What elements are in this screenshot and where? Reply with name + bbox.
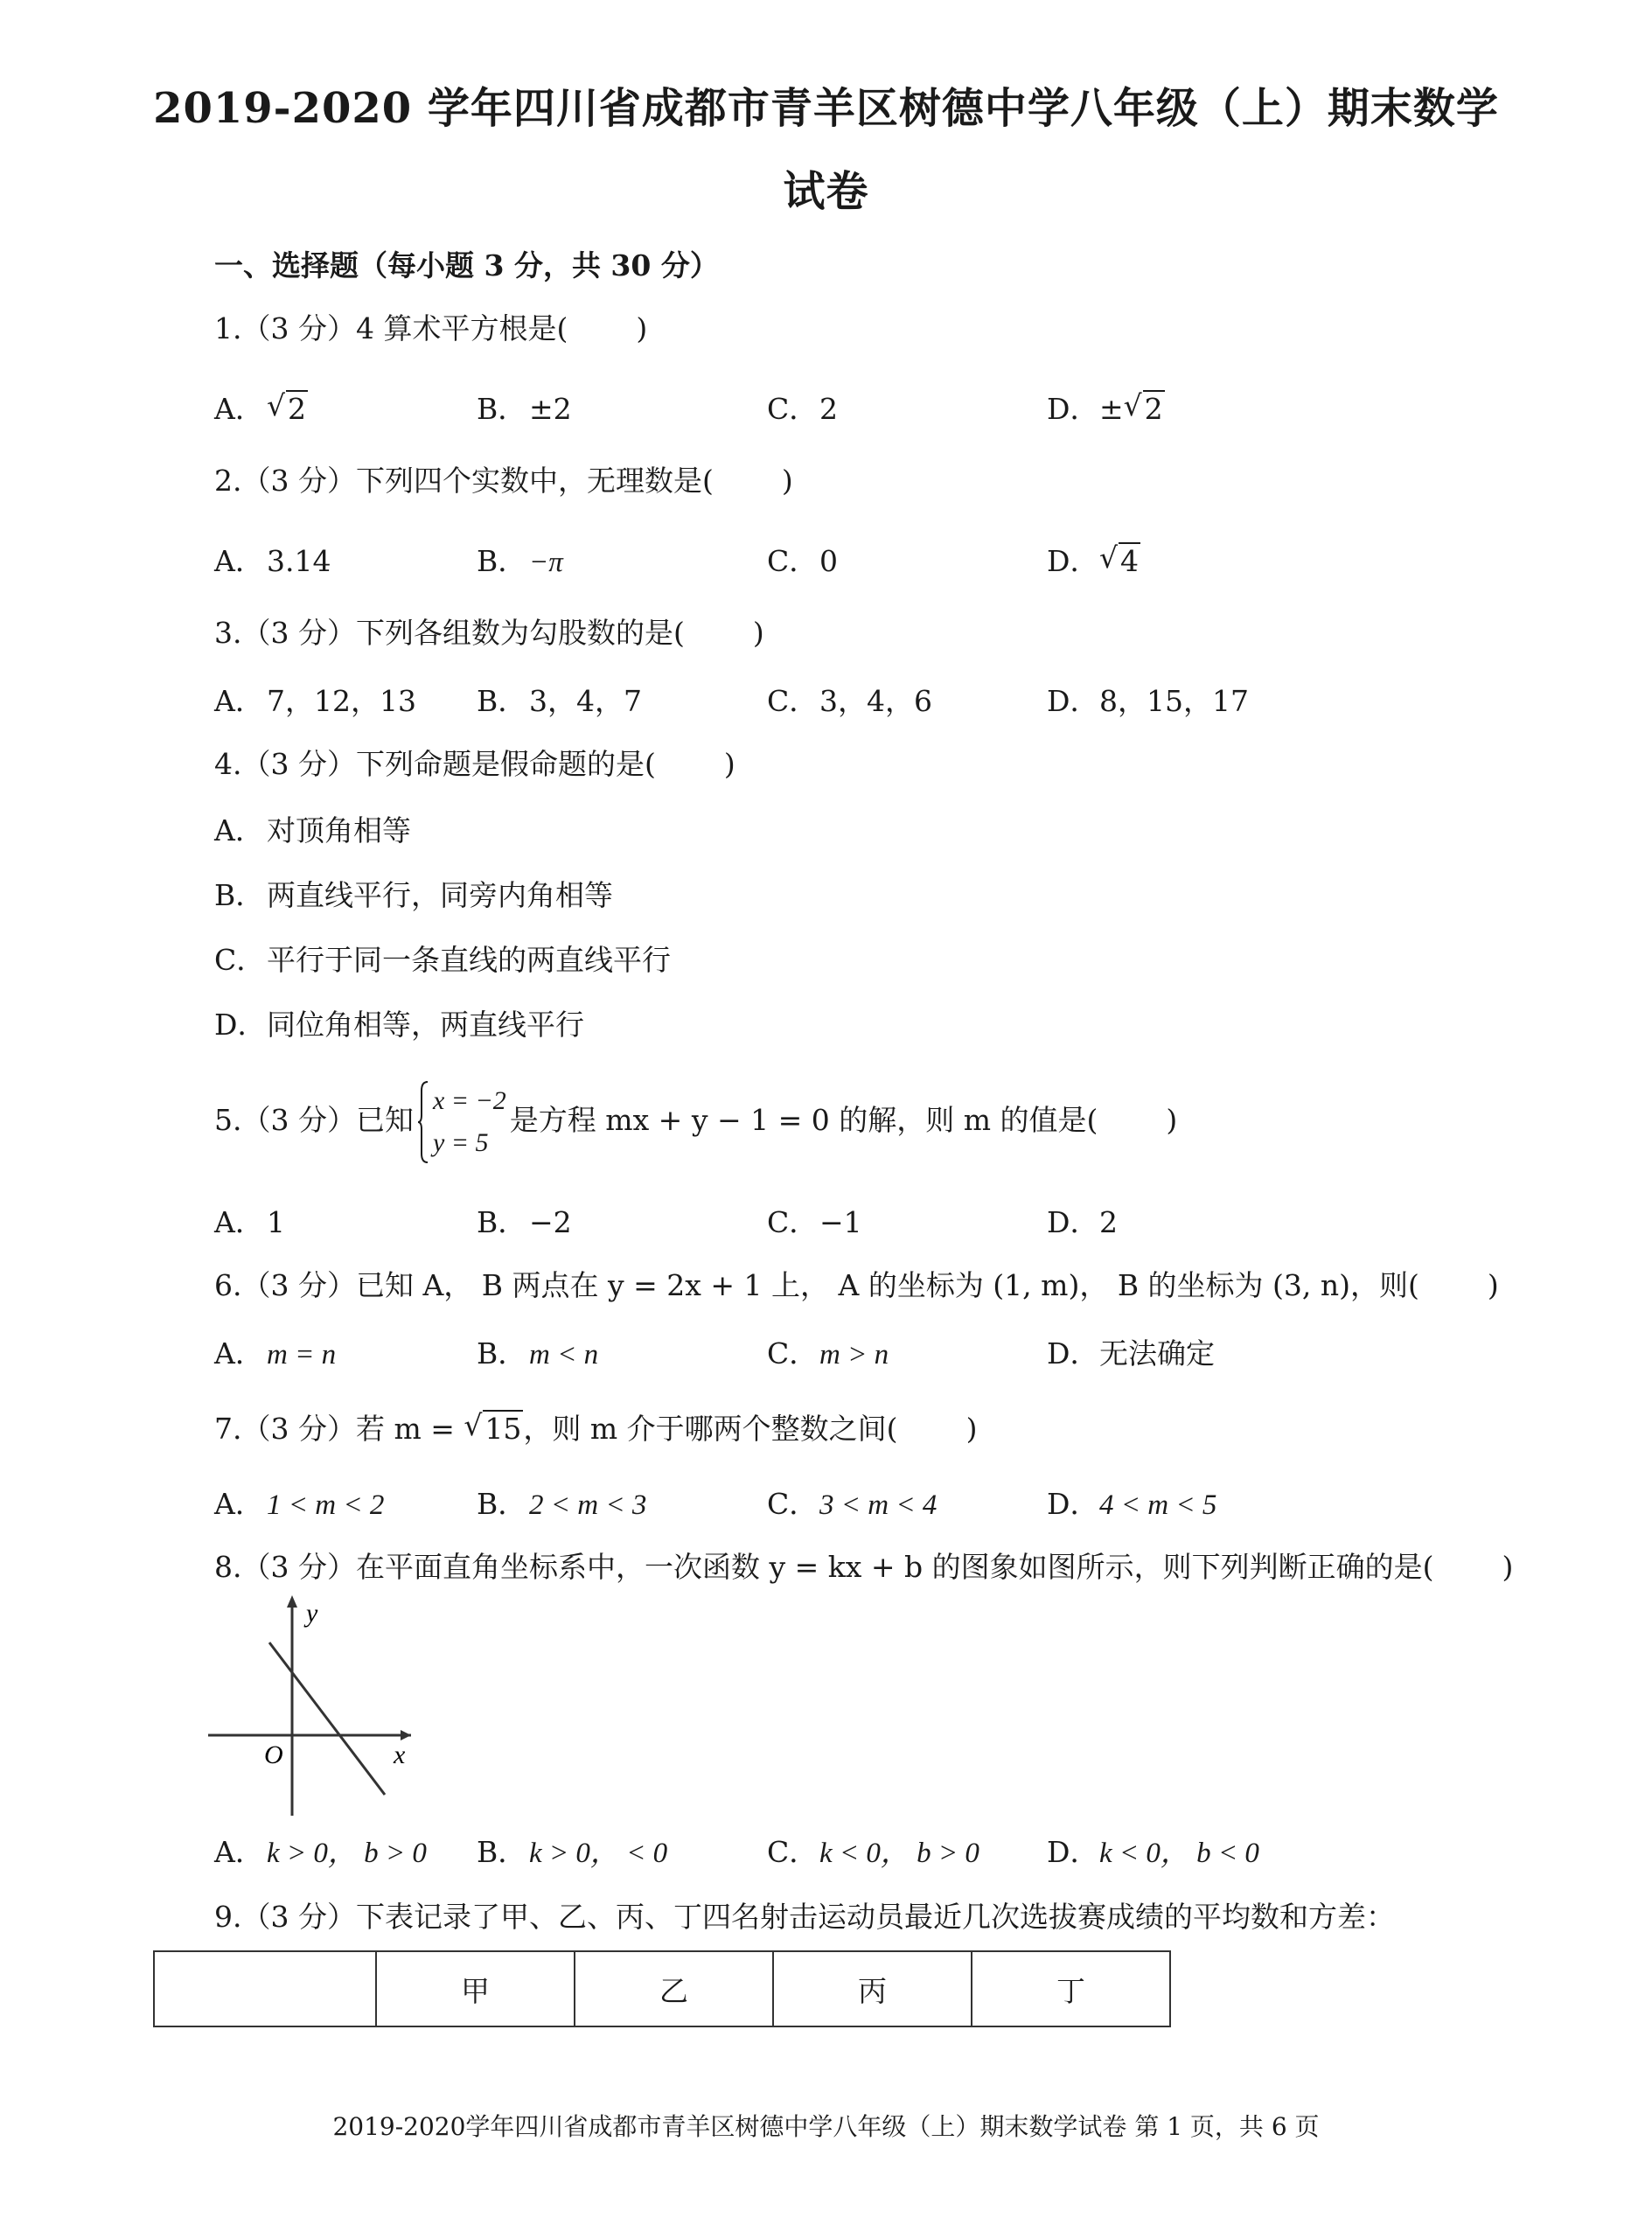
option-b: B．m < n — [477, 1336, 599, 1371]
option-d: D．± √ 2 — [1047, 388, 1163, 426]
option-d: D．无法确定 — [1047, 1336, 1215, 1371]
option-d: D． √ 4 — [1047, 541, 1139, 578]
option-a: A． √ 2 — [214, 388, 306, 426]
option-b: B．±2 — [477, 392, 572, 426]
sqrt-symbol: √ 2 — [267, 388, 306, 426]
question-1-stem: 1.（3 分）4 算术平方根是( ) — [214, 311, 648, 345]
option-b: B．−2 — [477, 1205, 572, 1239]
option-c: C．3，4，6 — [767, 684, 932, 718]
question-4-option-c: C．平行于同一条直线的两直线平行 — [214, 943, 671, 977]
question-3-stem: 3.（3 分）下列各组数为勾股数的是( ) — [214, 616, 764, 650]
option-d: D．k < 0， b < 0 — [1047, 1835, 1259, 1869]
x-axis-label: x — [394, 1740, 406, 1769]
question-8-stem: 8.（3 分）在平面直角坐标系中，一次函数 y = kx + b 的图象如图所示，则下列判断正确的是( ) — [214, 1550, 1514, 1584]
option-a: A．1 — [214, 1205, 285, 1239]
page-footer: 2019-2020学年四川省成都市青羊区树德中学八年级（上）期末数学试卷 第 1 页，共 6 页 — [332, 2112, 1320, 2141]
table-cell: 丙 — [773, 1951, 972, 2026]
option-a: A．k > 0， b > 0 — [214, 1835, 427, 1869]
option-a: A．7，12，13 — [214, 684, 416, 718]
question-4-stem: 4.（3 分）下列命题是假命题的是( ) — [214, 747, 735, 781]
origin-label: O — [264, 1740, 283, 1769]
function-line — [269, 1643, 385, 1795]
question-6-options — [214, 1331, 1526, 1370]
question-6-stem: 6.（3 分）已知 A， B 两点在 y = 2x + 1 上， A 的坐标为 (1, m)， B 的坐标为 (3, n)，则( ) — [214, 1268, 1499, 1302]
paper-title-line2: 试卷 — [783, 167, 869, 216]
sqrt-symbol: √ 4 — [1099, 541, 1139, 578]
option-c: C．k < 0， b > 0 — [767, 1835, 979, 1869]
option-d: D．2 — [1047, 1205, 1118, 1239]
question-7-options — [214, 1482, 1526, 1520]
question-8-options — [214, 1830, 1526, 1868]
question-3-options — [214, 679, 1526, 717]
option-c: C．0 — [767, 544, 838, 578]
option-c: C．−1 — [767, 1205, 862, 1239]
table-cell: 乙 — [575, 1951, 773, 2026]
y-axis-arrow-icon — [287, 1595, 297, 1608]
table-header-row — [154, 1951, 1170, 2026]
x-axis-arrow-icon — [401, 1730, 411, 1740]
brace-icon — [417, 1080, 429, 1164]
option-d: D．4 < m < 5 — [1047, 1487, 1217, 1521]
option-c: C．m > n — [767, 1336, 889, 1371]
table-cell: 丁 — [972, 1951, 1170, 2026]
sqrt-symbol: √ 2 — [1123, 388, 1163, 426]
question-5-options — [214, 1200, 1526, 1238]
option-a: A．3.14 — [214, 544, 331, 578]
question-2-stem: 2.（3 分）下列四个实数中，无理数是( ) — [214, 464, 793, 498]
option-b: B．k > 0， < 0 — [477, 1835, 668, 1869]
option-b: B．2 < m < 3 — [477, 1487, 647, 1521]
question-9-stem: 9.（3 分）下表记录了甲、乙、丙、丁四名射击运动员最近几次选拔赛成绩的平均数和方差： — [214, 1900, 1395, 1934]
paper-title-line1: 2019-2020 学年四川省成都市青羊区树德中学八年级（上）期末数学 — [153, 84, 1499, 133]
question-2-options — [214, 539, 1526, 577]
question-7-stem: 7.（3 分）若 m = √ 15，则 m 介于哪两个整数之间( ) — [214, 1408, 978, 1446]
question-5-stem: 5.（3 分）已知 x = −2 y = 5 是方程 mx + y − 1 = 0 的解，则 m 的值是( ) — [214, 1072, 1177, 1168]
equation-system: x = −2 y = 5 — [417, 1080, 506, 1164]
option-b: B．−π — [477, 544, 563, 578]
question-4-option-a: A．对顶角相等 — [214, 813, 411, 847]
option-d: D．8，15，17 — [1047, 684, 1249, 718]
option-b: B．3，4，7 — [477, 684, 642, 718]
question-4-option-b: B．两直线平行，同旁内角相等 — [214, 878, 613, 912]
table-cell — [154, 1951, 376, 2026]
option-a: A．1 < m < 2 — [214, 1487, 385, 1521]
question-4-option-d: D．同位角相等，两直线平行 — [214, 1008, 584, 1042]
section-heading: 一、选择题（每小题 3 分，共 30 分） — [214, 248, 719, 282]
score-table — [153, 1950, 1171, 2027]
option-a: A．m = n — [214, 1336, 337, 1371]
option-c: C．3 < m < 4 — [767, 1487, 938, 1521]
y-axis-label: y — [306, 1599, 318, 1628]
question-1-options — [214, 387, 1526, 425]
table-cell: 甲 — [376, 1951, 575, 2026]
option-c: C．2 — [767, 392, 838, 426]
linear-function-graph — [208, 1592, 418, 1819]
sqrt-symbol: √ 15 — [464, 1408, 522, 1446]
